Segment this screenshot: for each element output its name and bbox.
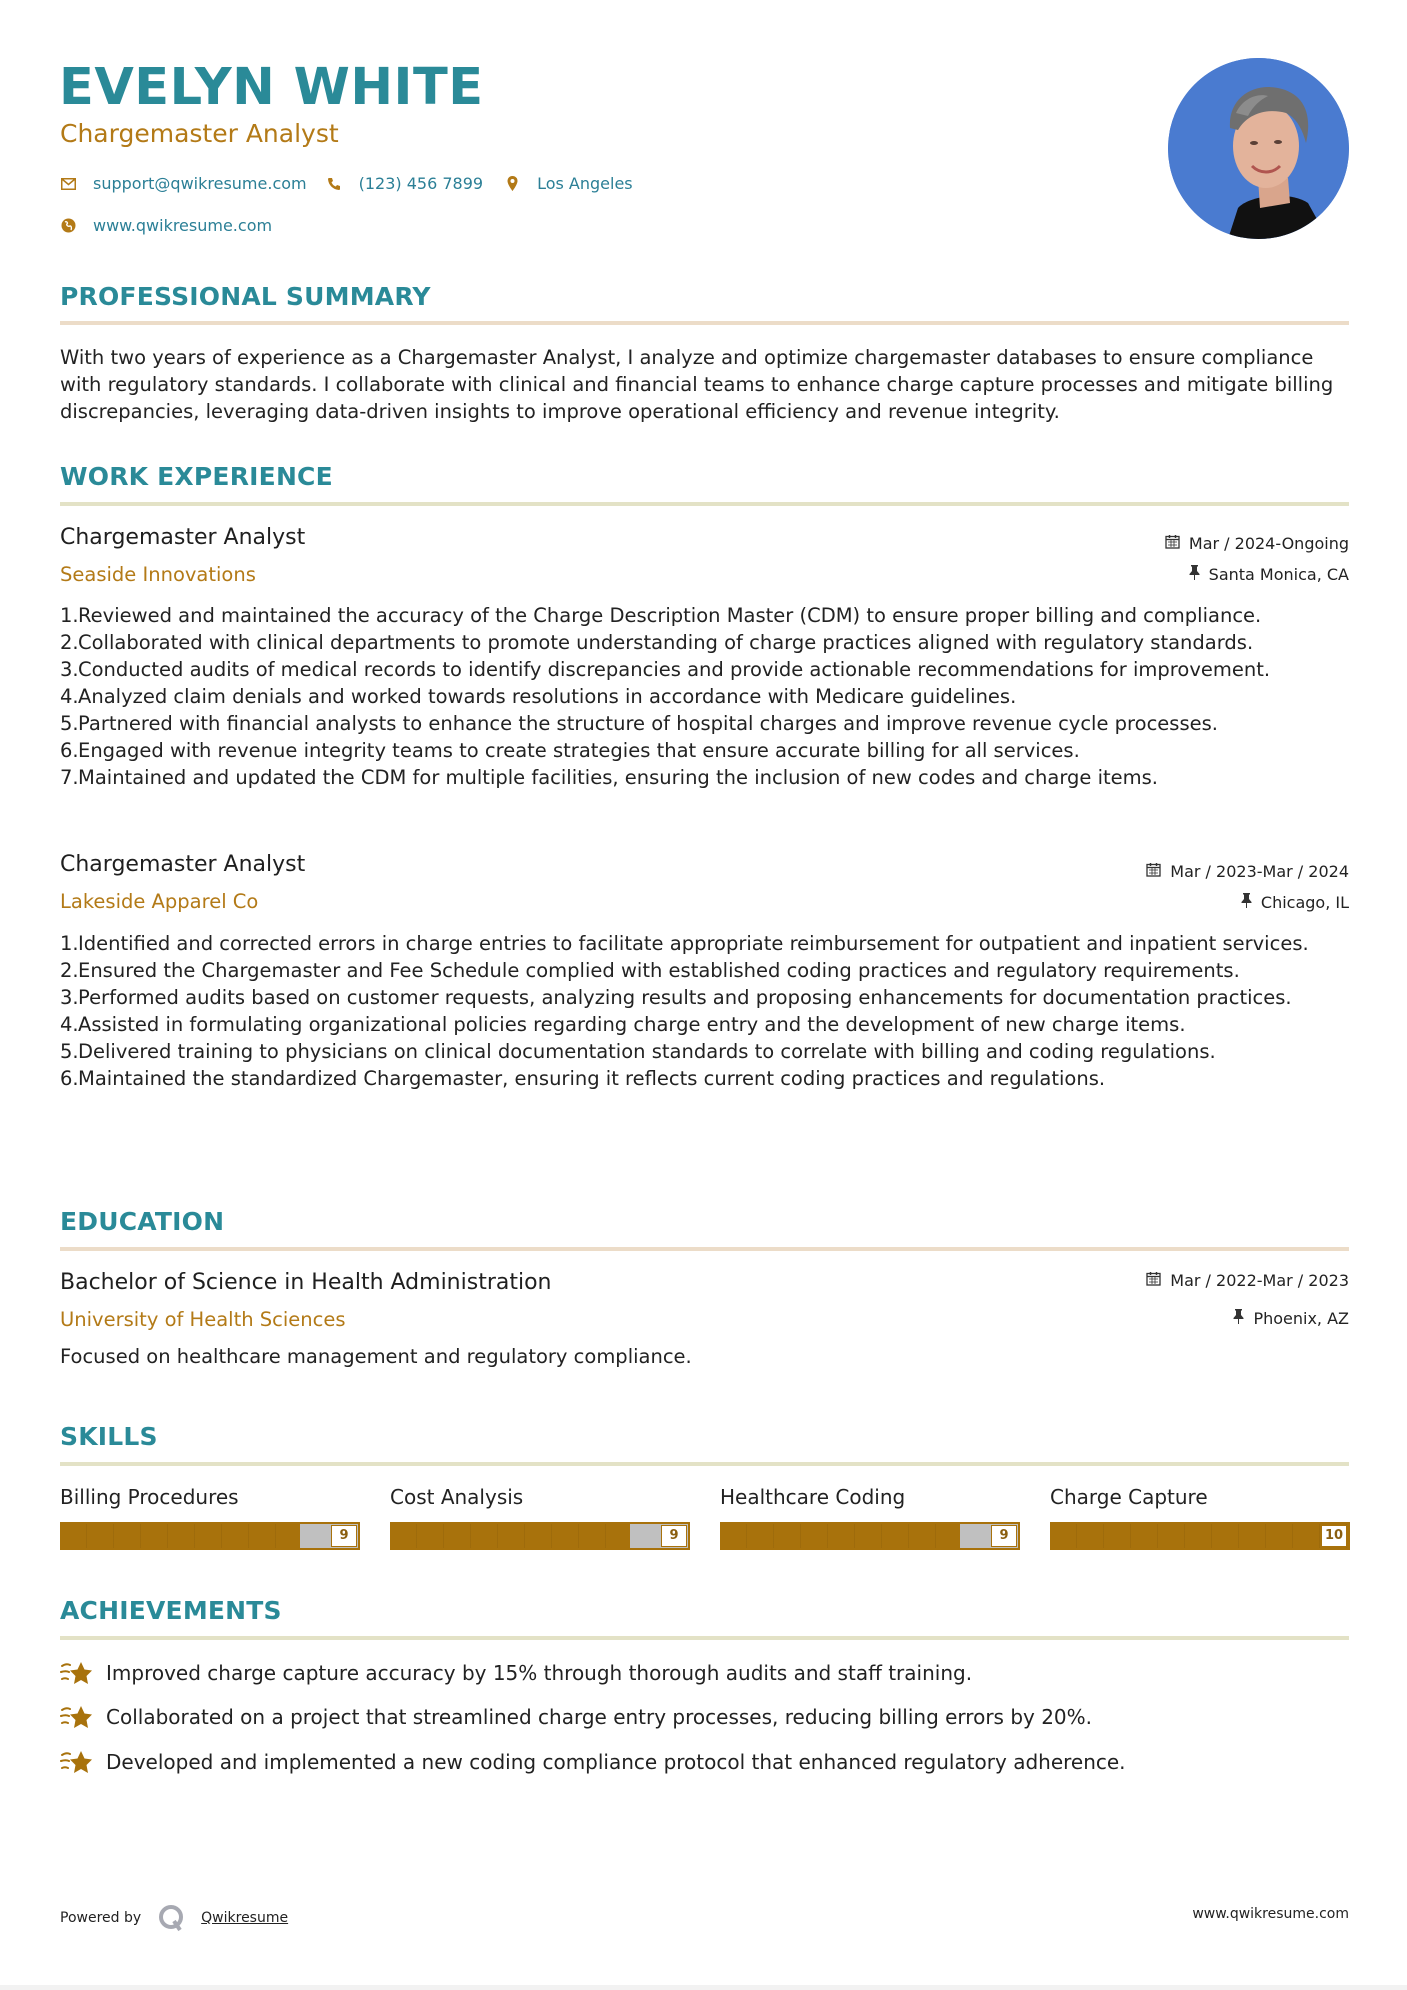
bullet-number: 4. [60,685,79,708]
summary-divider [60,321,1349,325]
bullet-number: 7. [60,766,79,789]
email-link[interactable]: support@qwikresume.com [93,174,307,193]
achievement-text: Collaborated on a project that streamlined charge entry processes, reducing billing errors by 20%. [106,1705,1093,1729]
qwikresume-link[interactable]: Qwikresume [201,1910,289,1926]
calendar-icon [1165,534,1180,553]
bullet-text: Conducted audits of medical records to identify discrepancies and provide actionable recommendations for improvement. [78,658,1271,681]
skill-fill [1050,1522,1350,1550]
achievements-divider [60,1636,1349,1640]
bullet-number: 5. [60,712,79,735]
bullet-item [60,764,1355,791]
education-degree: Bachelor of Science in Health Administration [60,1270,552,1295]
bullet-number: 1. [60,932,79,955]
pushpin-icon [1233,1309,1244,1328]
bullet-item [60,656,1355,683]
skills-divider [60,1462,1349,1466]
achievement-item [60,1660,972,1686]
bullet-text: Performed audits based on customer requests, analyzing results and proposing enhancements for documentation practices. [78,986,1292,1009]
globe-icon [59,217,77,235]
profile-photo [1168,58,1349,239]
bullet-number: 3. [60,658,79,681]
education-location [1233,1309,1349,1328]
skills-heading: SKILLS [60,1422,158,1451]
bullet-number: 2. [60,631,79,654]
experience-divider [60,502,1349,506]
education-school: University of Health Sciences [60,1308,346,1331]
skill-bar [1050,1522,1350,1550]
powered-by-text: Powered by [60,1910,142,1926]
bullet-number: 3. [60,986,79,1009]
skill-value-badge: 9 [661,1525,687,1547]
skill-value-badge: 10 [1321,1525,1347,1547]
location-text: Los Angeles [537,174,633,193]
job-company: Seaside Innovations [60,563,256,586]
bottom-strip [0,1985,1407,1990]
skill-fill [60,1522,300,1550]
job-company: Lakeside Apparel Co [60,890,259,913]
job-dates [1165,534,1349,553]
summary-heading: PROFESSIONAL SUMMARY [60,282,431,311]
skill-fill [390,1522,630,1550]
job-title: Chargemaster Analyst [60,852,306,877]
bullet-number: 1. [60,604,79,627]
achievement-item [60,1749,1126,1775]
phone-icon [325,175,343,193]
job-dates-text: Mar / 2024-Ongoing [1188,534,1349,553]
calendar-icon [1146,862,1161,881]
job-dates [1146,862,1349,881]
education-heading: EDUCATION [60,1207,225,1236]
bullet-text: Collaborated with clinical departments to promote understanding of charge practices aligned with regulatory standards. [78,631,1254,654]
education-dates-text: Mar / 2022-Mar / 2023 [1170,1271,1349,1290]
envelope-icon [59,175,77,193]
bullet-item [60,984,1355,1011]
website-link[interactable]: www.qwikresume.com [93,216,273,235]
job-location [1241,893,1349,912]
bullet-item [60,683,1355,710]
job-location-text: Santa Monica, CA [1208,565,1349,584]
bullet-number: 6. [60,1067,79,1090]
bullet-number: 4. [60,1013,79,1036]
experience-heading: WORK EXPERIENCE [60,462,333,491]
bullet-text: Reviewed and maintained the accuracy of the Charge Description Master (CDM) to ensure proper billing and compliance. [78,604,1262,627]
skill-value-badge: 9 [331,1525,357,1547]
phone-number[interactable]: (123) 456 7899 [358,174,484,193]
summary-text: With two years of experience as a Chargemaster Analyst, I analyze and optimize chargemaster databases to ensure compliance with regulatory standards. I collaborate with clinical and financial teams to enhance charge capture processes and mitigate billing discrepancies, leveraging data-driven insights to improve operational efficiency and revenue integrity. [60,346,1334,423]
candidate-role: Chargemaster Analyst [60,119,339,148]
skill-bar [60,1522,360,1550]
achievements-heading: ACHIEVEMENTS [60,1596,282,1625]
bullet-item [60,710,1355,737]
website-row [59,216,272,235]
skill-bar [720,1522,1020,1550]
qwikresume-logo-icon [157,1903,187,1933]
bullet-number: 6. [60,739,79,762]
job-location-text: Chicago, IL [1260,893,1349,912]
achievement-text: Developed and implemented a new coding compliance protocol that enhanced regulatory adherence. [106,1750,1126,1774]
skill-label: Billing Procedures [60,1485,239,1509]
bullet-number: 2. [60,959,79,982]
skill-value-badge: 9 [991,1525,1017,1547]
bullet-text: Maintained the standardized Chargemaster, ensuring it reflects current coding practices and regulations. [78,1067,1106,1090]
candidate-name: EVELYN WHITE [59,58,484,117]
bullet-item [60,1011,1355,1038]
map-pin-icon [503,175,521,193]
job-bullets [60,602,1355,791]
bullet-item [60,629,1355,656]
calendar-icon [1146,1271,1161,1290]
bullet-text: Assisted in formulating organizational policies regarding charge entry and the development of new charge items. [78,1013,1186,1036]
shooting-star-icon [60,1704,94,1730]
skill-label: Cost Analysis [390,1485,524,1509]
achievement-item [60,1704,1092,1730]
education-dates [1146,1271,1349,1290]
shooting-star-icon [60,1660,94,1686]
job-title: Chargemaster Analyst [60,525,306,550]
skill-fill [720,1522,960,1550]
job-location [1189,565,1349,584]
skill-bar [390,1522,690,1550]
bullet-item [60,930,1355,957]
job-dates-text: Mar / 2023-Mar / 2024 [1170,862,1349,881]
achievement-text: Improved charge capture accuracy by 15% through thorough audits and staff training. [106,1661,973,1685]
contact-row [59,174,633,193]
education-divider [60,1247,1349,1251]
skill-label: Healthcare Coding [720,1485,906,1509]
shooting-star-icon [60,1749,94,1775]
bullet-text: Engaged with revenue integrity teams to create strategies that ensure accurate billing for all services. [78,739,1080,762]
bullet-number: 5. [60,1040,79,1063]
bullet-text: Delivered training to physicians on clinical documentation standards to correlate with billing and coding regulations. [78,1040,1216,1063]
education-description: Focused on healthcare management and regulatory compliance. [60,1345,692,1368]
pushpin-icon [1189,565,1200,584]
footer-website[interactable]: www.qwikresume.com [1192,1906,1349,1922]
bullet-item [60,1065,1355,1092]
bullet-text: Analyzed claim denials and worked towards resolutions in accordance with Medicare guidelines. [78,685,1017,708]
bullet-text: Identified and corrected errors in charge entries to facilitate appropriate reimbursement for outpatient and inpatient services. [78,932,1309,955]
bullet-item [60,602,1355,629]
skill-label: Charge Capture [1050,1485,1208,1509]
bullet-text: Maintained and updated the CDM for multiple facilities, ensuring the inclusion of new codes and charge items. [78,766,1159,789]
education-location-text: Phoenix, AZ [1253,1309,1349,1328]
bullet-item [60,1038,1355,1065]
bullet-item [60,957,1355,984]
job-bullets [60,930,1355,1092]
bullet-text: Ensured the Chargemaster and Fee Schedule complied with established coding practices and regulatory requirements. [78,959,1240,982]
bullet-text: Partnered with financial analysts to enhance the structure of hospital charges and improve revenue cycle processes. [78,712,1218,735]
footer-powered [60,1903,288,1933]
pushpin-icon [1241,893,1252,912]
bullet-item [60,737,1355,764]
